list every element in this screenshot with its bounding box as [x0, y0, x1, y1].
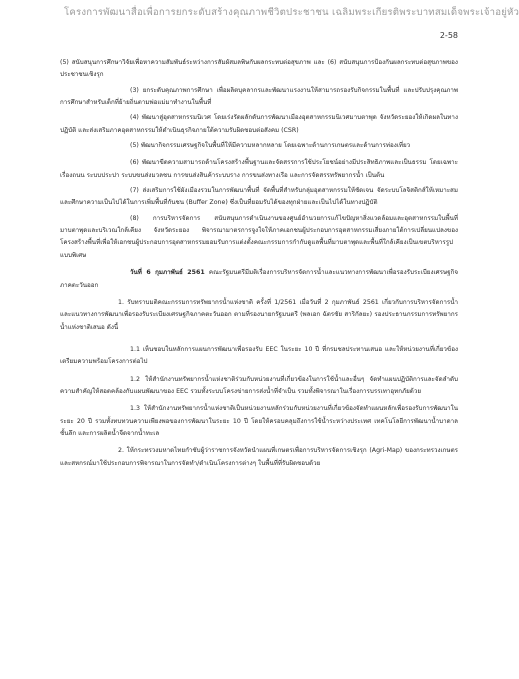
paragraph: (7) ส่งเสริมการใช้ผังเมืองรวมในการพัฒนาพื้นที่ จัดพื้นที่สำหรับกลุ่มอุตสาหกรรมให้ชัดเจน จัดระบบโลจิสติกส์ให้เหมาะสม และศึกษาความเป็นไปได้ในการเพิ่มพื้นที่กันชน (Buffer Zone) ซึ่งเป็นที่ยอมรับได้ของทุกฝ่ายและเป็นไปได้ในทางปฏิบัติ — [60, 187, 458, 207]
paragraph: (5) พัฒนากิจกรรมเศรษฐกิจในพื้นที่ให้มีความหลากหลาย โดยเฉพาะด้านการเกษตรและด้านการท่องเที่ยว — [130, 142, 411, 150]
paragraph: (5) สนับสนุนการศึกษาวิจัยเพื่อหาความสัมพันธ์ระหว่างการสัมผัสมลพิษกับผลกระทบต่อสุขภาพ และ (6) สนับสนุนการป้องกันผลกระทบต่อสุขภาพของประชาชนเชิงรุก — [60, 59, 458, 79]
body-text — [60, 57, 458, 470]
paragraph — [60, 267, 458, 292]
date-lead: วันที่ 6 กุมภาพันธ์ 2561 — [130, 269, 205, 277]
paragraph: (4) พัฒนาสู่อุตสาหกรรมนิเวศ โดยเร่งรัดผลักดันการพัฒนาเมืองอุตสาหกรรมนิเวศมาบตาพุด จังหวัดระยองให้เกิดผลในทางปฏิบัติ และส่งเสริมภาคอุตสาหกรรมให้ดำเนินธุรกิจภายใต้ความรับผิดชอบต่อสังคม (CSR) — [60, 114, 458, 134]
paragraph: 1.3 ให้สำนักงานทรัพยากรน้ำแห่งชาติเป็นหน่วยงานหลักร่วมกับหน่วยงานที่เกี่ยวข้องจัดทำแผนหลักเพื่อรองรับการพัฒนาในระยะ 20 ปี รวมทั้งทบทวนความเพียงพอของการพัฒนาในระยะ 10 ปี โดยให้ครอบคลุมถึงการใช้น้ำระหว่างประเทศ เทคโนโลยีการพัฒนาน้ำบาดาลชั้นลึก และการผลิตน้ำจืดจากน้ำทะเล — [60, 405, 458, 437]
running-header: โครงการพัฒนาสื่อเพื่อการยกระดับสร้างคุณภาพชีวิตประชาชน เฉลิมพระเกียรติพระบาทสมเด็จพระเจ้าอยู่หัว — [64, 7, 519, 18]
paragraph-text: คณะรัฐมนตรีมีมติเรื่องการบริหารจัดการน้ำและแนวทางการพัฒนาเพื่อรองรับระเบียงเศรษฐกิจภาคตะวันออก — [60, 269, 458, 289]
paragraph: (8) การบริหารจัดการ สนับสนุนการดำเนินงานของศูนย์อำนวยการแก้ไขปัญหาสิ่งแวดล้อมและอุตสาหกรรมในพื้นที่มาบตาพุดและบริเวณใกล้เคียง จังหวัดระยอง พิจารณามาตรการจูงใจให้ภาคเอกชนผู้ประกอบการอุตสาหกรรมเสี่ยงภายใต้การเปลี่ยนแปลงของโครงสร้างพื้นที่เพื่อให้เอกชนผู้ประกอบการอุตสาหกรรมยอมรับการแต่งตั้งคณะกรรมการกำกับดูแลพื้นที่มาบตาพุดและพื้นที่ใกล้เคียงเป็นเขตบริหารรูปแบบพิเศษ — [60, 214, 458, 259]
paragraph: 2. ให้กระทรวงมหาดไทยกำชับผู้ว่าราชการจังหวัดนำแผนที่เกษตรเพื่อการบริหารจัดการเชิงรุก (Agri-Map) ของกระทรวงเกษตรและสหกรณ์มาใช้ประกอบการพิจารณาในการจัดทำ/ดำเนินโครงการต่างๆ ในพื้นที่ที่รับผิดชอบด้วย — [60, 447, 458, 467]
paragraph: (6) พัฒนาขีดความสามารถด้านโครงสร้างพื้นฐานและจัดสรรการใช้ประโยชน์อย่างมีประสิทธิภาพและเป็นธรรม โดยเฉพาะเรื่องถนน ระบบประปา ระบบขนส่งมวลชน การขนส่งสินค้าระบบราง การขนส่งทางเรือ และการจัดสรรทรัพยากรน้ำ เป็นต้น — [60, 159, 458, 179]
paragraph: 1.2 ให้สำนักงานทรัพยากรน้ำแห่งชาติร่วมกับหน่วยงานที่เกี่ยวข้องในการใช้น้ำและอื่นๆ จัดทำแผนปฏิบัติการและจัดลำดับความสำคัญให้สอดคล้องกับแผนพัฒนาของ EEC รวมทั้งระบบโครงข่ายการส่งน้ำที่จำเป็น รวมทั้งพิจารณาในเรื่องการบรรเทาอุทกภัยด้วย — [60, 375, 458, 395]
paragraph: 1.1 เห็นชอบในหลักการแผนการพัฒนาเพื่อรองรับ EEC ในระยะ 10 ปี ที่กรมชลประทานเสนอ และให้หน่วยงานที่เกี่ยวข้องเตรียมความพร้อมโครงการต่อไป — [60, 345, 458, 366]
paragraph: 1. รับทราบมติคณะกรรมการทรัพยากรน้ำแห่งชาติ ครั้งที่ 1/2561 เมื่อวันที่ 2 กุมภาพันธ์ 2561 เกี่ยวกับการบริหารจัดการน้ำและแนวทางการพัฒนาเพื่อรองรับระเบียงเศรษฐกิจภาคตะวันออก ตามที่รองนายกรัฐมนตรี (พลเอก ฉัตรชัย สาริกัลยะ) รองประธานกรรมการทรัพยากรน้ำแห่งชาติเสนอ ดังนี้ — [60, 298, 458, 331]
paragraph: (3) ยกระดับคุณภาพการศึกษา เพื่อผลิตบุคลากรและพัฒนาแรงงานให้สามารถรองรับกิจกรรมในพื้นที่ และปรับปรุงคุณภาพการศึกษาสำหรับเด็กที่ย้ายถิ่นตามพ่อแม่มาทำงานในพื้นที่ — [60, 86, 458, 107]
page-number: 2-58 — [439, 31, 458, 40]
